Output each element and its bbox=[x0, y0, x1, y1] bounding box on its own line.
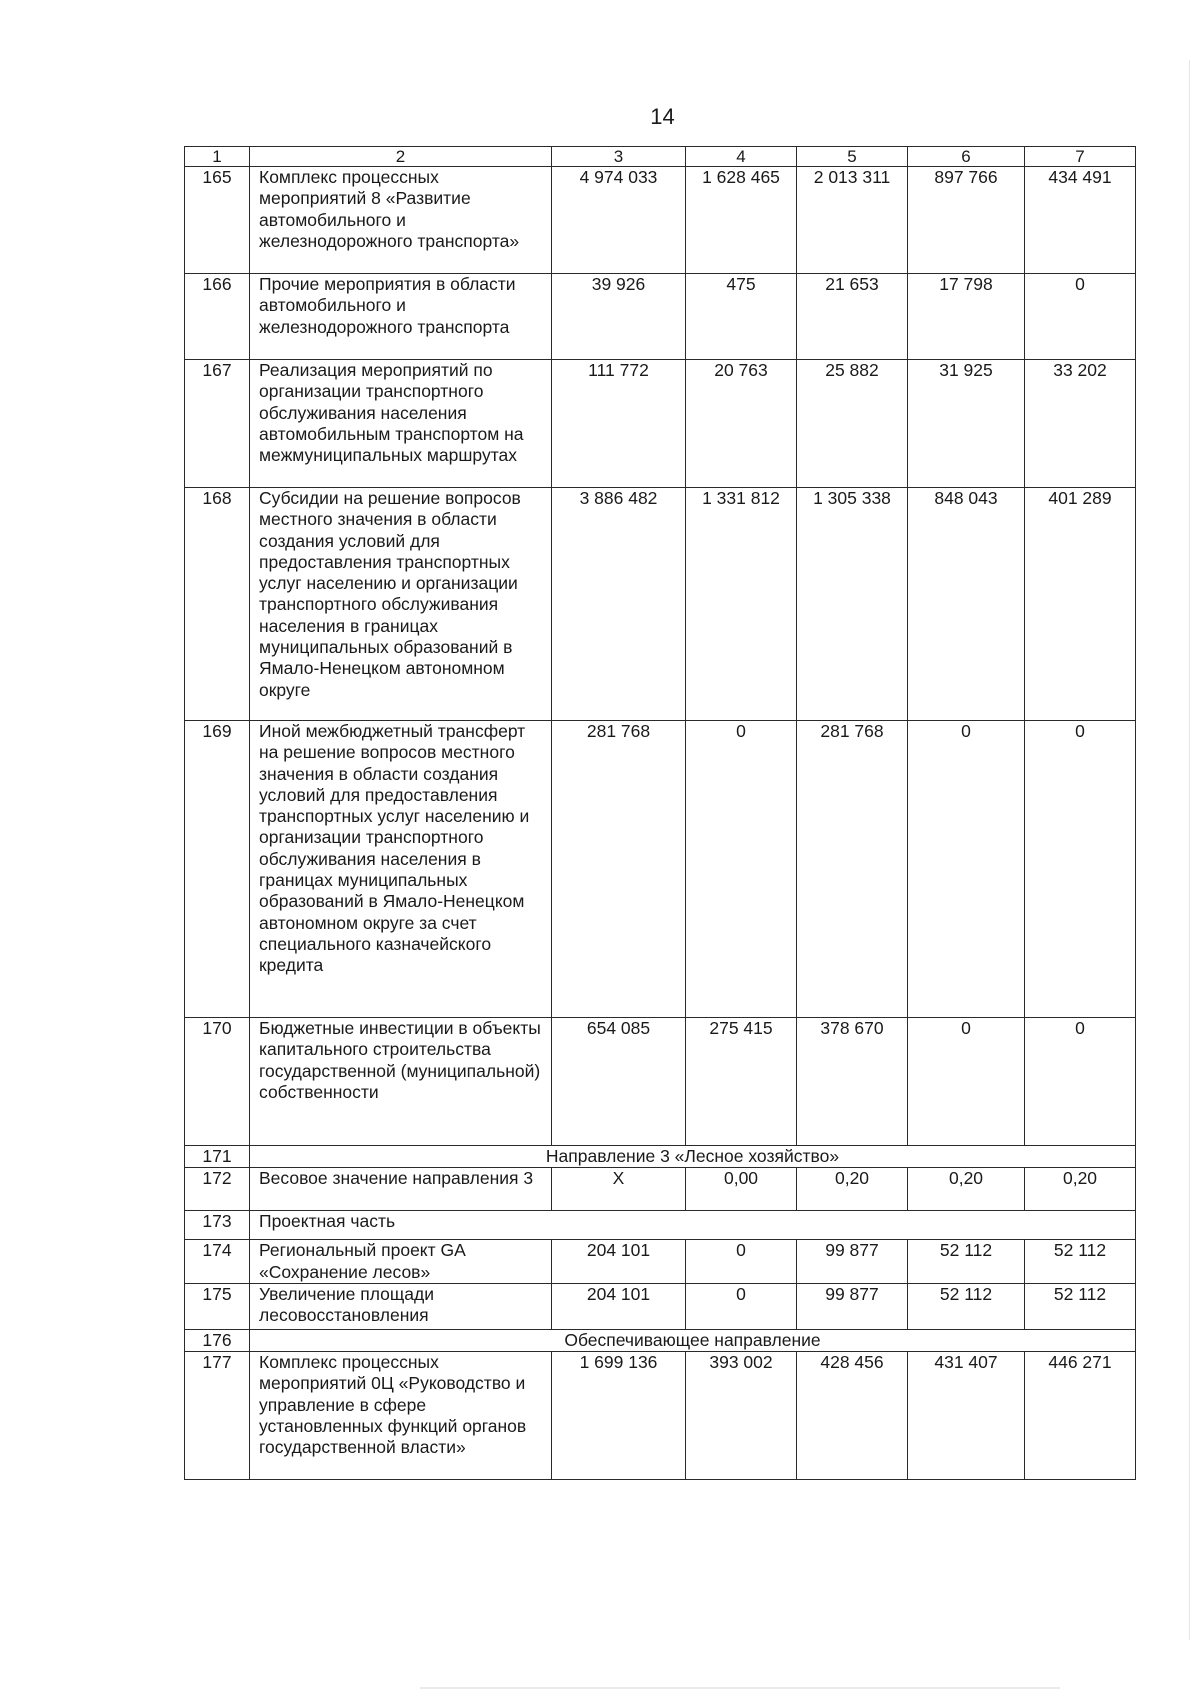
budget-table bbox=[184, 146, 1136, 1480]
row-name: Субсидии на решение вопросов местного значения в области создания условий для предоставления транспортных услуг населению и организации транспортного обслуживания населения в границах муниципальных образований в Ямало-Ненецком автономном округе bbox=[250, 488, 552, 721]
row-value: 281 768 bbox=[552, 721, 686, 1018]
row-value: 4 974 033 bbox=[552, 167, 686, 274]
row-number: 165 bbox=[185, 167, 250, 274]
row-value: 0 bbox=[1025, 274, 1136, 360]
table-row bbox=[185, 167, 1136, 274]
row-value: 0 bbox=[686, 1240, 797, 1284]
row-number: 174 bbox=[185, 1240, 250, 1284]
row-value: 52 112 bbox=[1025, 1240, 1136, 1284]
row-value: 1 699 136 bbox=[552, 1352, 686, 1480]
row-value: 0 bbox=[686, 1283, 797, 1329]
row-value: 1 331 812 bbox=[686, 488, 797, 721]
table-row bbox=[185, 1211, 1136, 1240]
table-row bbox=[185, 1018, 1136, 1146]
row-number: 173 bbox=[185, 1211, 250, 1240]
row-name: Региональный проект GA «Сохранение лесов» bbox=[250, 1240, 552, 1284]
column-header: 7 bbox=[1025, 147, 1136, 167]
row-value: 21 653 bbox=[797, 274, 908, 360]
row-value: 3 886 482 bbox=[552, 488, 686, 721]
row-value: 378 670 bbox=[797, 1018, 908, 1146]
column-number-header-row bbox=[185, 147, 1136, 167]
row-value: 31 925 bbox=[908, 360, 1025, 488]
table-row bbox=[185, 721, 1136, 1018]
row-value: 654 085 bbox=[552, 1018, 686, 1146]
row-value: 39 926 bbox=[552, 274, 686, 360]
row-value: 1 628 465 bbox=[686, 167, 797, 274]
row-value: 204 101 bbox=[552, 1240, 686, 1284]
column-header: 5 bbox=[797, 147, 908, 167]
column-header: 3 bbox=[552, 147, 686, 167]
row-value: 111 772 bbox=[552, 360, 686, 488]
row-value: 0,20 bbox=[1025, 1168, 1136, 1211]
row-number: 167 bbox=[185, 360, 250, 488]
direction-title: Направление 3 «Лесное хозяйство» bbox=[250, 1146, 1136, 1168]
row-value: 475 bbox=[686, 274, 797, 360]
row-value: 204 101 bbox=[552, 1283, 686, 1329]
row-value: 0 bbox=[908, 721, 1025, 1018]
table-row bbox=[185, 1329, 1136, 1351]
row-name: Увеличение площади лесовосстановления bbox=[250, 1283, 552, 1329]
row-name: Прочие мероприятия в области автомобильного и железнодорожного транспорта bbox=[250, 274, 552, 360]
row-value: 52 112 bbox=[908, 1240, 1025, 1284]
row-number: 177 bbox=[185, 1352, 250, 1480]
row-value: 52 112 bbox=[1025, 1283, 1136, 1329]
row-number: 171 bbox=[185, 1146, 250, 1168]
row-value: 446 271 bbox=[1025, 1352, 1136, 1480]
column-header: 4 bbox=[686, 147, 797, 167]
scan-edge-line bbox=[1189, 60, 1190, 1640]
row-value: 434 491 bbox=[1025, 167, 1136, 274]
row-name: Иной межбюджетный трансферт на решение вопросов местного значения в области создания условий для предоставления транспортных услуг населению и организации транспортного обслуживания населения в границах муниципальных образований в Ямало-Ненецком автономном округе за счет специального казначейского кредита bbox=[250, 721, 552, 1018]
row-number: 166 bbox=[185, 274, 250, 360]
row-value: 281 768 bbox=[797, 721, 908, 1018]
row-value: 401 289 bbox=[1025, 488, 1136, 721]
row-value: 275 415 bbox=[686, 1018, 797, 1146]
row-number: 172 bbox=[185, 1168, 250, 1211]
row-value: 0 bbox=[908, 1018, 1025, 1146]
table-row bbox=[185, 1146, 1136, 1168]
table-row bbox=[185, 1352, 1136, 1480]
row-value: 52 112 bbox=[908, 1283, 1025, 1329]
row-value: 33 202 bbox=[1025, 360, 1136, 488]
row-value: 0,00 bbox=[686, 1168, 797, 1211]
row-number: 175 bbox=[185, 1283, 250, 1329]
row-name: Весовое значение направления 3 bbox=[250, 1168, 552, 1211]
row-value: 393 002 bbox=[686, 1352, 797, 1480]
row-value: 0,20 bbox=[797, 1168, 908, 1211]
page-number: 14 bbox=[650, 104, 675, 129]
table-row bbox=[185, 488, 1136, 721]
row-value: 2 013 311 bbox=[797, 167, 908, 274]
table-row bbox=[185, 1240, 1136, 1284]
row-name: Комплекс процессных мероприятий 8 «Развитие автомобильного и железнодорожного транспорта» bbox=[250, 167, 552, 274]
row-value: 25 882 bbox=[797, 360, 908, 488]
row-value: 20 763 bbox=[686, 360, 797, 488]
table-row bbox=[185, 360, 1136, 488]
row-number: 176 bbox=[185, 1329, 250, 1351]
scan-edge-line bbox=[420, 1687, 1060, 1689]
row-value: 897 766 bbox=[908, 167, 1025, 274]
row-name: Реализация мероприятий по организации транспортного обслуживания населения автомобильным транспортом на межмуниципальных маршрутах bbox=[250, 360, 552, 488]
table-row bbox=[185, 1168, 1136, 1211]
row-number: 169 bbox=[185, 721, 250, 1018]
column-header: 6 bbox=[908, 147, 1025, 167]
row-value: 0,20 bbox=[908, 1168, 1025, 1211]
table-row bbox=[185, 274, 1136, 360]
section-title: Проектная часть bbox=[250, 1211, 1136, 1240]
row-value: 99 877 bbox=[797, 1283, 908, 1329]
row-value: 99 877 bbox=[797, 1240, 908, 1284]
row-name: Бюджетные инвестиции в объекты капитального строительства государственной (муниципальной) собственности bbox=[250, 1018, 552, 1146]
row-number: 168 bbox=[185, 488, 250, 721]
row-name: Комплекс процессных мероприятий 0Ц «Руководство и управление в сфере установленных функций органов государственной власти» bbox=[250, 1352, 552, 1480]
row-value: Х bbox=[552, 1168, 686, 1211]
row-value: 1 305 338 bbox=[797, 488, 908, 721]
column-header: 2 bbox=[250, 147, 552, 167]
row-value: 17 798 bbox=[908, 274, 1025, 360]
row-value: 0 bbox=[1025, 1018, 1136, 1146]
row-value: 0 bbox=[1025, 721, 1136, 1018]
row-value: 848 043 bbox=[908, 488, 1025, 721]
row-number: 170 bbox=[185, 1018, 250, 1146]
row-value: 431 407 bbox=[908, 1352, 1025, 1480]
direction-title: Обеспечивающее направление bbox=[250, 1329, 1136, 1351]
row-value: 428 456 bbox=[797, 1352, 908, 1480]
row-value: 0 bbox=[686, 721, 797, 1018]
column-header: 1 bbox=[185, 147, 250, 167]
table-row bbox=[185, 1283, 1136, 1329]
